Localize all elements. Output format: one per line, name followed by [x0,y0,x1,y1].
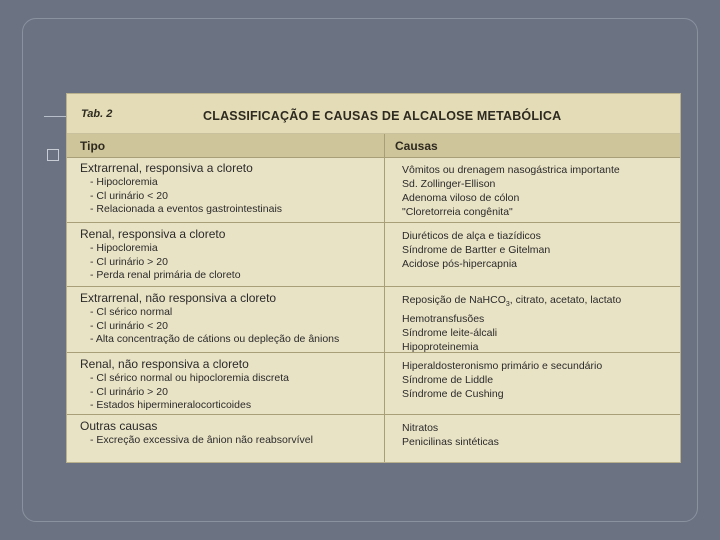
table-row [67,415,680,463]
causas-cell [402,359,677,401]
table-row [67,157,680,223]
cause-subscript: 3 [505,301,510,309]
tipo-detail: - Excreção excessiva de ânion não reabsorvível [90,434,313,446]
column-header-tipo: Tipo [80,139,106,153]
tipo-title: Extrarrenal, responsiva a cloreto [80,161,253,175]
tipo-cell [80,227,380,283]
cause-item: "Cloretorreia congênita" [402,206,513,218]
bullet-square-icon [47,149,59,161]
cause-text-rest: , citrato, acetato, lactato [509,294,622,306]
alkalosis-classification-table [66,93,681,463]
tipo-detail: - Cl urinário < 20 [90,319,168,332]
cause-item: Nitratos [402,422,439,434]
table-header-row [67,134,680,158]
tipo-cell [80,357,380,413]
tipo-detail: - Perda renal primária de cloreto [90,269,241,281]
causas-cell [402,229,677,271]
tipo-cell [80,291,380,347]
table-row [67,287,680,353]
cause-item: Acidose pós-hipercapnia [402,258,517,270]
cause-item [402,293,677,312]
causas-cell [402,293,677,354]
tipo-title: Extrarrenal, não responsiva a cloreto [80,291,277,305]
cause-item: Síndrome de Cushing [402,388,504,400]
tipo-detail: - Hipocloremia [90,242,158,254]
tipo-title: Renal, responsiva a cloreto [80,227,226,241]
causas-cell [402,421,677,449]
cause-item: Síndrome leite-álcali [402,327,498,340]
tipo-detail: - Relacionada a eventos gastrointestinais [90,203,283,215]
tipo-cell [80,161,380,217]
tipo-detail: - Cl sérico normal [90,306,173,318]
table-title-bar [67,94,680,134]
cause-item: Hiperaldosteronismo primário e secundário [402,360,603,372]
tipo-detail: - Cl urinário < 20 [90,189,168,202]
tipo-detail: - Cl urinário > 20 [90,255,168,268]
causas-cell [402,163,677,219]
cause-text: Reposição de NaHCO [402,294,506,306]
cause-item: Hemotransfusões [402,313,485,326]
cause-item: Diuréticos de alça e tiazídicos [402,230,541,242]
table-row [67,223,680,287]
table-title: CLASSIFICAÇÃO E CAUSAS DE ALCALOSE METABÓLICA [203,109,562,123]
tipo-detail: - Alta concentração de cátions ou depleção de ânions [90,333,340,345]
decorative-line [44,116,66,117]
column-header-causas: Causas [395,139,438,153]
cause-item: Adenoma viloso de cólon [402,192,520,204]
table-number: Tab. 2 [81,108,113,120]
cause-item: Penicilinas sintéticas [402,436,499,448]
table-row [67,353,680,415]
cause-item: Síndrome de Bartter e Gitelman [402,244,551,256]
tipo-title: Renal, não responsiva a cloreto [80,357,249,371]
tipo-detail: - Cl urinário > 20 [90,385,168,398]
tipo-cell [80,419,380,448]
tipo-detail: - Cl sérico normal ou hipocloremia discreta [90,372,289,384]
tipo-detail: - Hipocloremia [90,176,158,188]
tipo-title: Outras causas [80,419,158,433]
cause-item: Síndrome de Liddle [402,374,494,386]
cause-item: Sd. Zollinger-Ellison [402,178,496,190]
cause-item: Vômitos ou drenagem nasogástrica importante [402,164,620,176]
tipo-detail: - Estados hipermineralocorticoides [90,399,252,411]
cause-item: Hipoproteinemia [402,341,479,354]
